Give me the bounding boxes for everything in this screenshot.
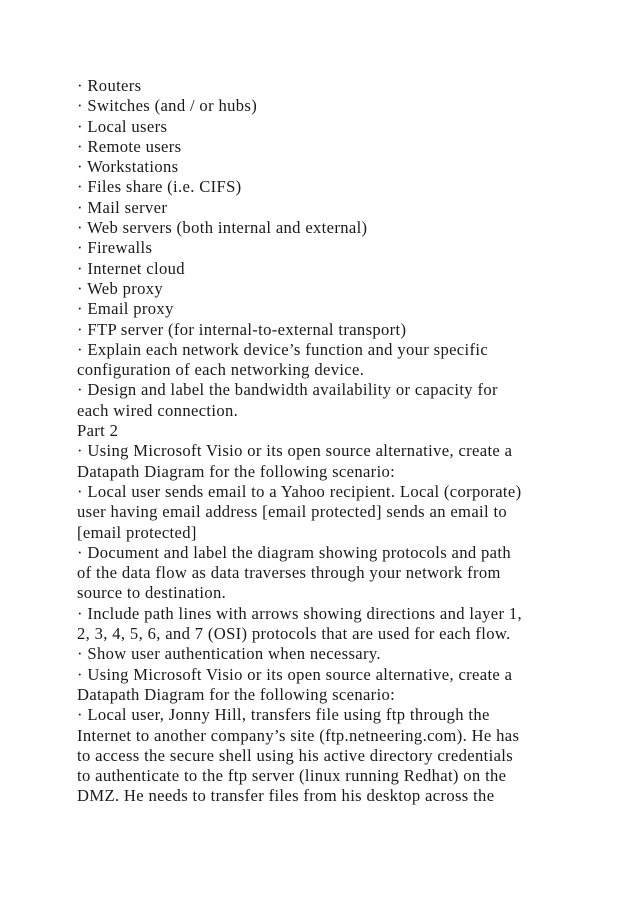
text-line: of the data flow as data traverses through your network from <box>77 563 501 583</box>
text-line: · Workstations <box>77 157 179 177</box>
text-line: to access the secure shell using his active directory credentials <box>77 745 514 765</box>
text-line: source to destination. <box>77 583 227 603</box>
text-line: · Switches (and / or hubs) <box>77 96 258 116</box>
text-line: each wired connection. <box>77 400 239 420</box>
text-line: · Local user sends email to a Yahoo recipient. Local (corporate) <box>77 481 522 501</box>
text-line: · Internet cloud <box>77 258 185 278</box>
text-line: · FTP server (for internal-to-external transport) <box>77 319 407 339</box>
text-line: Internet to another company’s site (ftp.netneering.com). He has <box>77 725 520 745</box>
text-line: · Mail server <box>77 197 168 217</box>
text-line: · Local users <box>77 116 168 136</box>
text-line: to authenticate to the ftp server (linux running Redhat) on the <box>77 766 507 786</box>
text-line: · Document and label the diagram showing protocols and path <box>77 542 512 562</box>
text-line: · Using Microsoft Visio or its open source alternative, create a <box>77 664 513 684</box>
text-line: · Using Microsoft Visio or its open source alternative, create a <box>77 441 513 461</box>
text-line: · Files share (i.e. CIFS) <box>77 177 242 197</box>
section-heading: Part 2 <box>77 421 119 441</box>
text-line: [email protected] <box>77 522 197 542</box>
text-line: · Email proxy <box>77 299 174 319</box>
text-line: Datapath Diagram for the following scenario: <box>77 684 396 704</box>
text-line: · Include path lines with arrows showing directions and layer 1, <box>77 603 522 623</box>
text-line: · Design and label the bandwidth availability or capacity for <box>77 380 498 400</box>
text-line: · Local user, Jonny Hill, transfers file using ftp through the <box>77 705 490 725</box>
text-line: Datapath Diagram for the following scenario: <box>77 461 396 481</box>
text-line: · Web servers (both internal and external) <box>77 218 368 238</box>
document-body <box>77 76 617 807</box>
text-line: · Routers <box>77 76 142 95</box>
text-line: user having email address [email protected] sends an email to <box>77 502 508 522</box>
text-line: configuration of each networking device. <box>77 360 365 380</box>
text-line: · Explain each network device’s function and your specific <box>77 339 489 359</box>
text-line: 2, 3, 4, 5, 6, and 7 (OSI) protocols that are used for each flow. <box>77 624 511 644</box>
text-line: · Firewalls <box>77 238 153 258</box>
text-line: · Web proxy <box>77 278 164 298</box>
text-line: · Show user authentication when necessary. <box>77 644 381 664</box>
text-line: DMZ. He needs to transfer files from his desktop across the <box>77 786 495 806</box>
text-line: · Remote users <box>77 136 182 156</box>
